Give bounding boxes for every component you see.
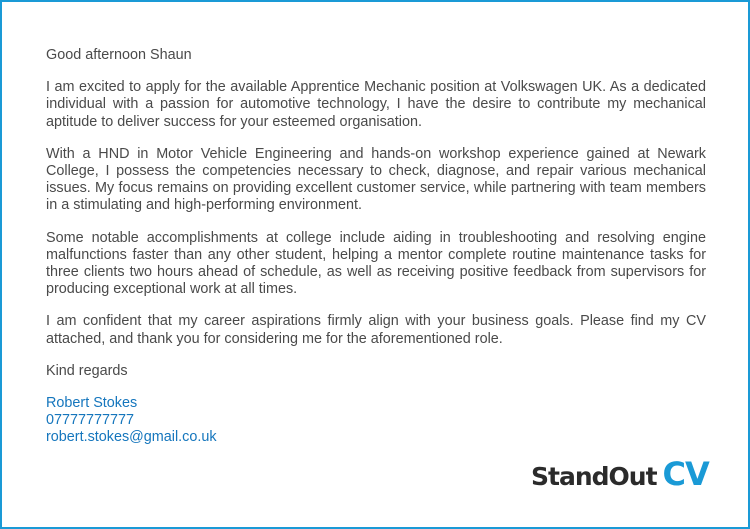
letter-paragraph-1: I am excited to apply for the available Apprentice Mechanic position at Volkswagen UK. As a dedicated individual with a passion for automotive technology, I have the desire to contribute my mechanical aptitude to deliver success for your esteemed organisation. bbox=[46, 79, 706, 130]
signature-name: Robert Stokes bbox=[46, 395, 138, 412]
letter-signoff: Kind regards bbox=[46, 362, 128, 379]
signature-block bbox=[46, 395, 706, 447]
letter-greeting: Good afternoon Shaun bbox=[46, 47, 192, 63]
logo-accent: CV bbox=[662, 455, 709, 493]
letter-paragraph-3: Some notable accomplishments at college include aiding in troubleshooting and resolving engine malfunctions faster than any other student, helping a mentor complete routine maintenance tasks for three clients two hours ahead of schedule, as well as receiving positive feedback from supervisors for producing exceptional work at all times. bbox=[46, 229, 706, 298]
logo-word: StandOut bbox=[531, 462, 657, 491]
cover-letter bbox=[46, 47, 706, 447]
signature-phone: 07777777777 bbox=[46, 412, 135, 429]
signature-email: robert.stokes@gmail.co.uk bbox=[46, 429, 217, 446]
letter-paragraph-4: I am confident that my career aspirations firmly align with your business goals. Please find my CV attached, and thank you for considering me for the aforementioned role. bbox=[46, 313, 706, 347]
standout-cv-logo bbox=[531, 455, 709, 491]
letter-paragraph-2: With a HND in Motor Vehicle Engineering and hands-on workshop experience gained at Newark College, I possess the competencies necessary to check, diagnose, and repair various mechanical issues. My focus remains on providing excellent customer service, while partnering with team members in a stimulating and high-performing environment. bbox=[46, 145, 706, 214]
